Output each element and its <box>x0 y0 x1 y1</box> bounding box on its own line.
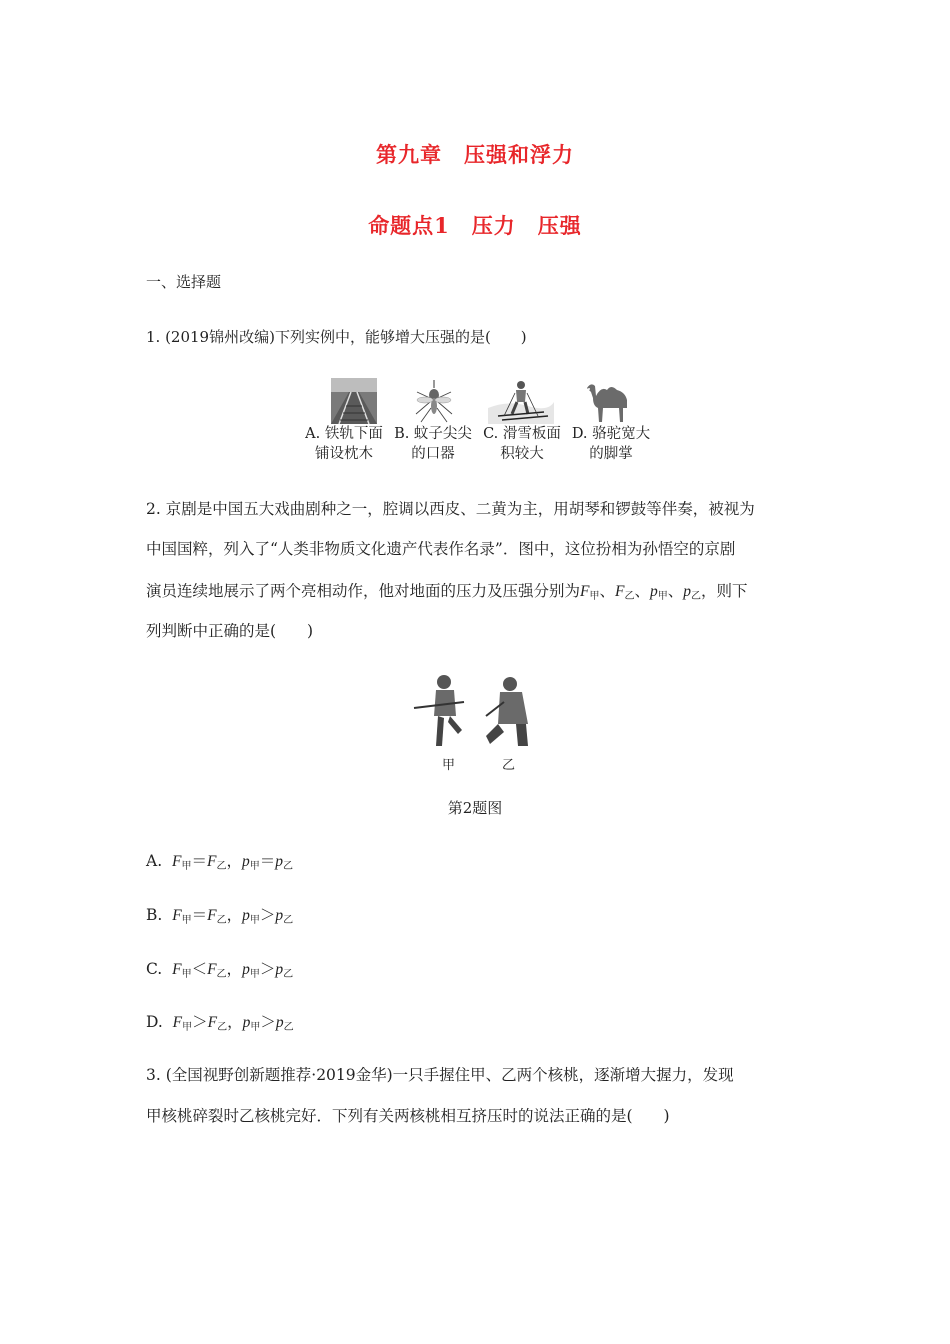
railway-icon <box>331 378 377 424</box>
option-a[interactable] <box>300 378 388 464</box>
question-2-line-3: 演员连续地展示了两个亮相动作，他对地面的压力及压强分别为$F_甲$、$F_乙$、$p_甲$、$p_乙$，则下 <box>146 582 748 602</box>
question-2-line-4: 列判断中正确的是( ) <box>146 622 314 640</box>
chapter-title: 第九章 压强和浮力 <box>376 142 574 167</box>
option-c-label: C. 滑雪板面 积较大 <box>483 426 561 462</box>
mosquito-icon <box>411 378 457 424</box>
section-heading: 一、选择题 <box>146 273 222 291</box>
question-2-option-d[interactable]: D. $F_甲>F_乙$，$p_甲>p_乙$ <box>146 1013 294 1033</box>
figure-label-yi: 乙 <box>502 758 516 773</box>
question-1-options <box>300 378 660 474</box>
question-2-line-1: 2. 京剧是中国五大戏曲剧种之一，腔调以西皮、二黄为主，用胡琴和锣鼓等伴奏，被视为 <box>146 500 755 518</box>
figure-caption: 第2题图 <box>447 799 503 817</box>
option-b-label: B. 蚊子尖尖 的口器 <box>394 426 472 462</box>
option-c[interactable] <box>478 378 566 464</box>
question-3-line-1: 3. (全国视野创新题推荐·2019金华)一只手握住甲、乙两个核桃，逐渐增大握力，发现 <box>146 1066 734 1084</box>
section-title: 命题点1 压力 压强 <box>368 213 582 238</box>
skier-icon <box>488 378 554 424</box>
question-3-line-2: 甲核桃碎裂时乙核桃完好．下列有关两核桃相互挤压时的说法正确的是( ) <box>146 1107 670 1125</box>
question-2-option-c[interactable]: C. $F_甲<F_乙$，$p_甲>p_乙$ <box>146 960 294 980</box>
figure-label-jia: 甲 <box>442 758 456 773</box>
question-2-option-b[interactable]: B. $F_甲=F_乙$，$p_甲>p_乙$ <box>146 906 294 926</box>
option-a-label: A. 铁轨下面 铺设枕木 <box>305 426 383 462</box>
option-b[interactable] <box>389 378 477 464</box>
camel-icon <box>581 378 637 424</box>
option-d[interactable] <box>567 378 655 464</box>
opera-performer-figure <box>412 672 542 754</box>
question-2-line-2: 中国国粹，列入了“人类非物质文化遗产代表作名录”．图中，这位扮相为孙悟空的京剧 <box>146 540 736 558</box>
option-d-label: D. 骆驼宽大 的脚掌 <box>571 426 651 462</box>
question-2-figure <box>412 672 542 774</box>
question-2-option-a[interactable]: A. $F_甲=F_乙$，$p_甲=p_乙$ <box>146 852 293 872</box>
question-1-stem: 1. (2019锦州改编)下列实例中，能够增大压强的是( ) <box>146 328 527 346</box>
